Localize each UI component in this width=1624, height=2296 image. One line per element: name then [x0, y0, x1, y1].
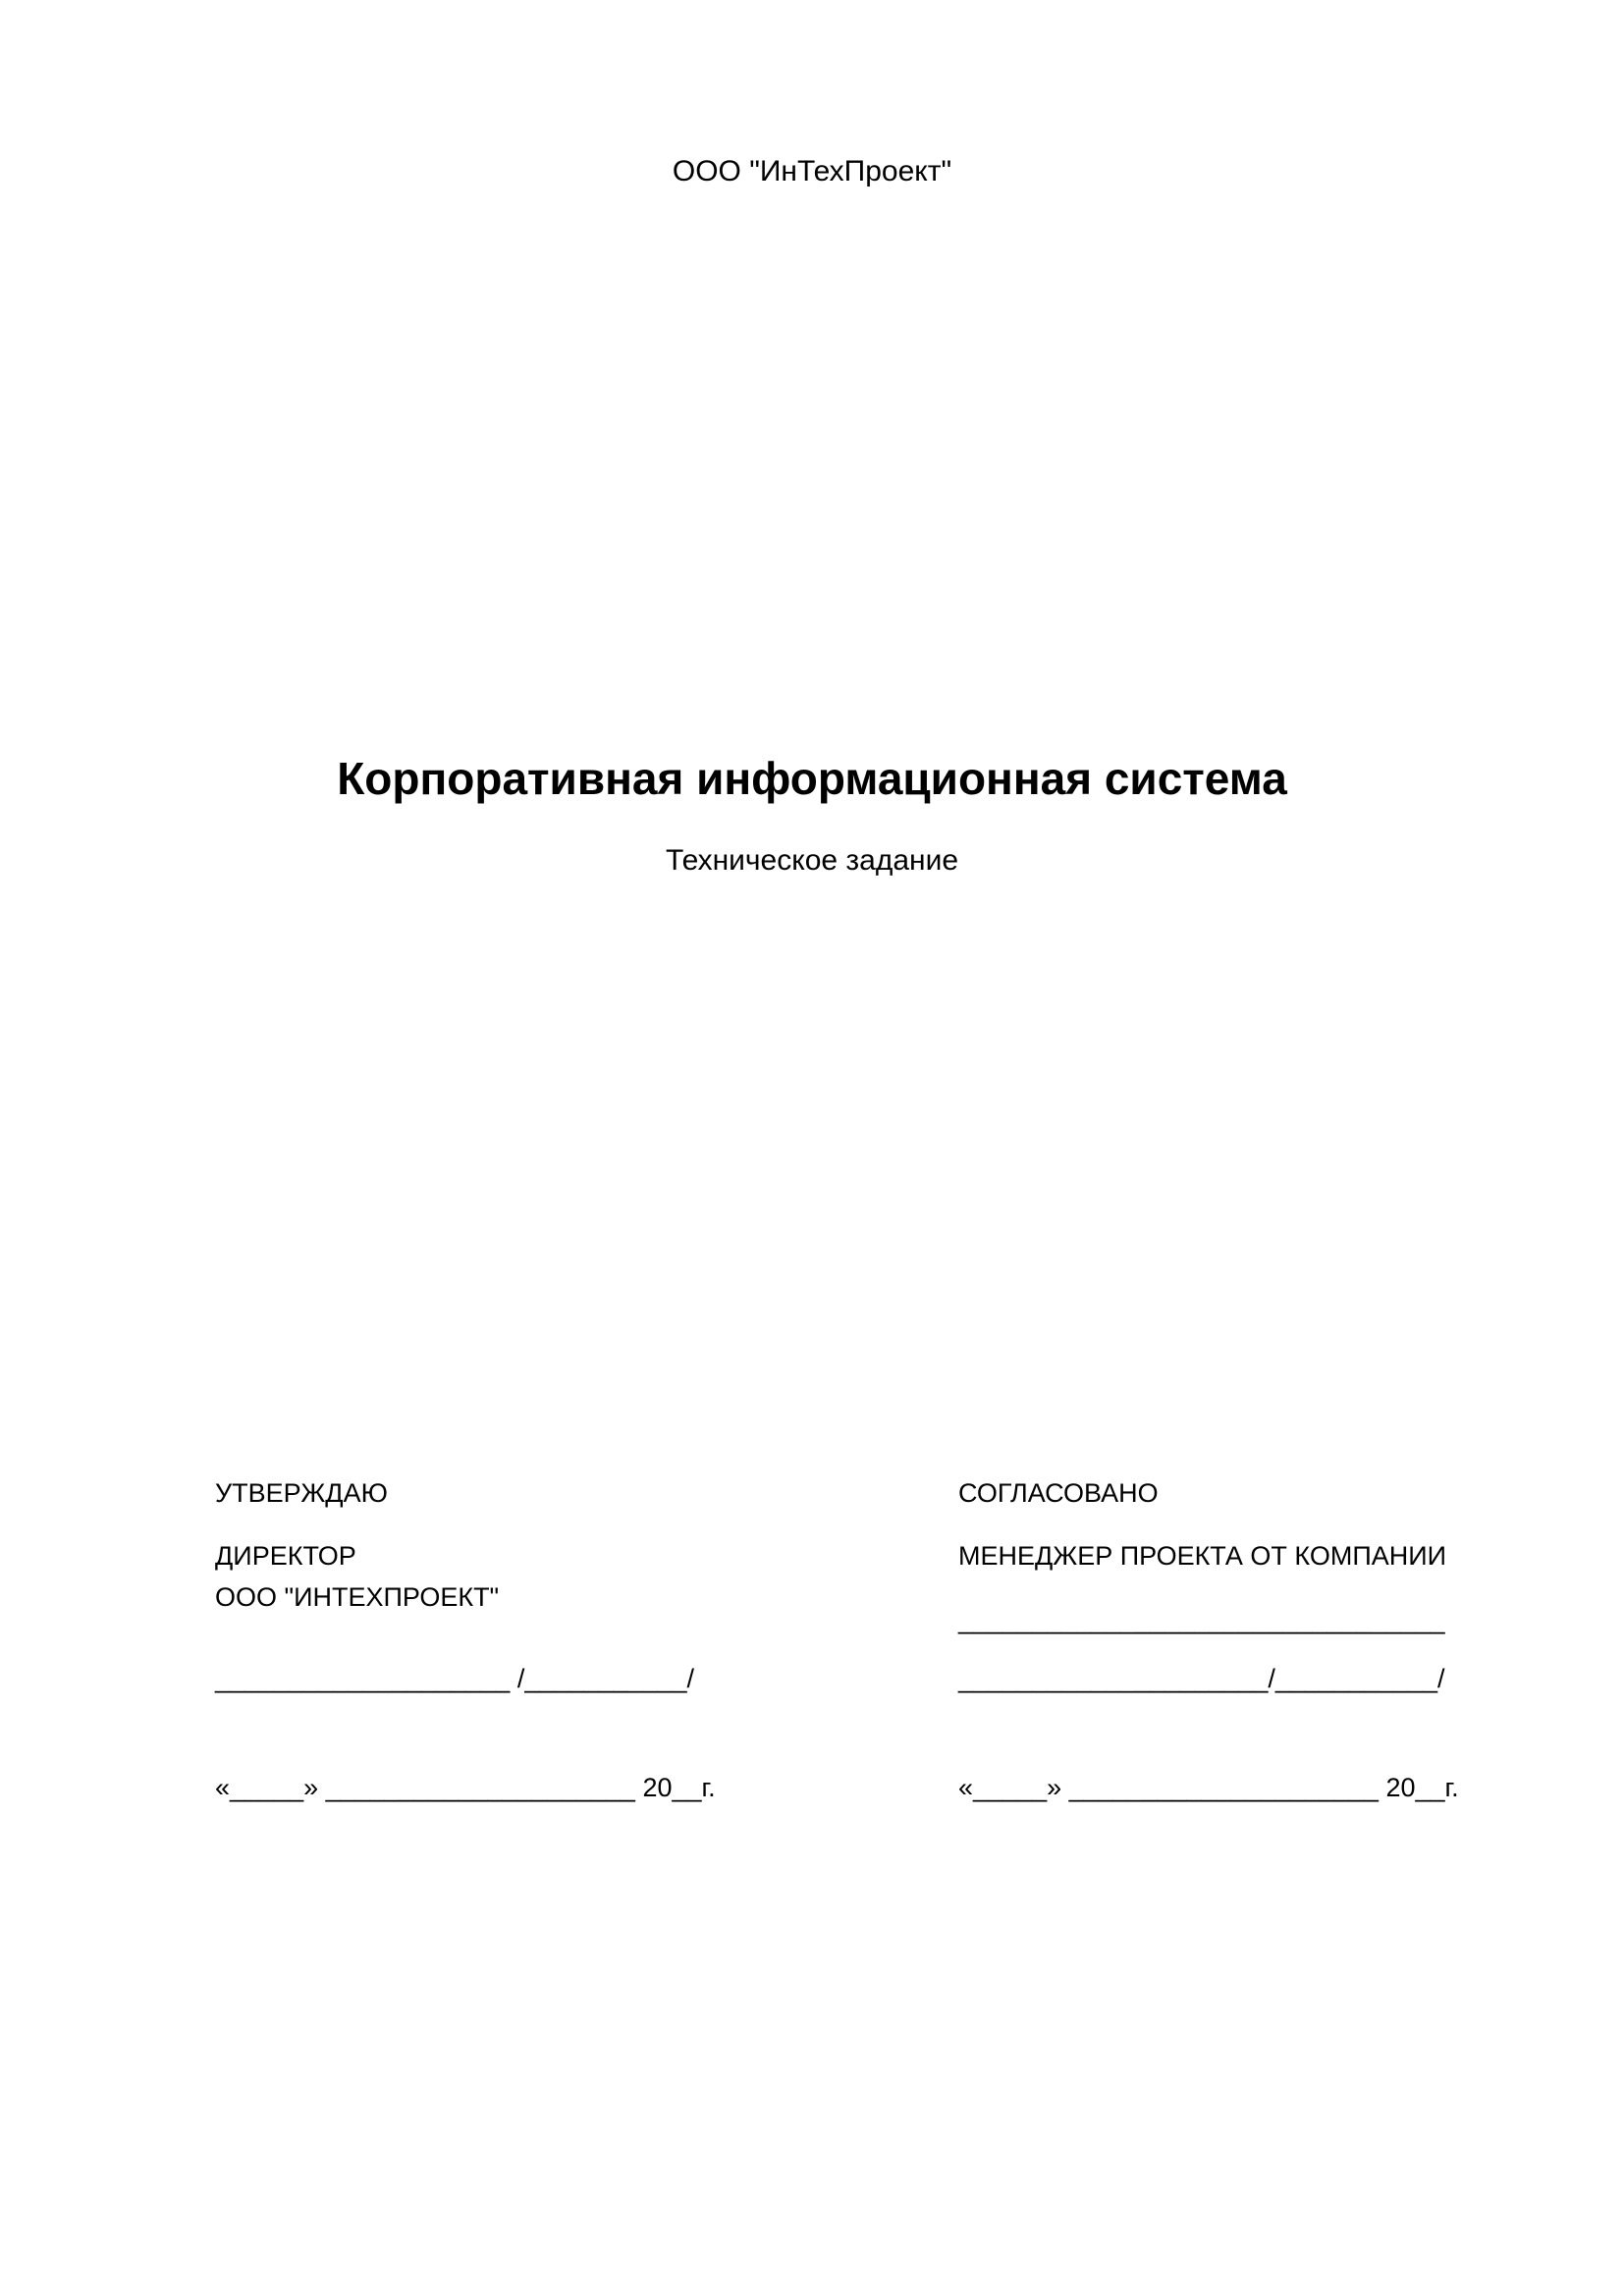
agreed-heading: СОГЛАСОВАНО	[958, 1478, 1159, 1508]
agreer-organization-line: _________________________________	[958, 1605, 1445, 1634]
approver-signature-line: ____________________ /___________/	[215, 1664, 695, 1693]
agreer-position: МЕНЕДЖЕР ПРОЕКТА ОТ КОМПАНИИ	[958, 1541, 1447, 1571]
company-name: ООО "ИнТехПроект"	[672, 155, 952, 187]
agreer-date-line: «_____» _____________________ 20__г.	[958, 1773, 1459, 1802]
approver-organization: ООО "ИНТЕХПРОЕКТ"	[215, 1582, 500, 1612]
approver-position: ДИРЕКТОР	[215, 1541, 356, 1571]
document-subtitle: Техническое задание	[665, 844, 959, 877]
approver-date-line: «_____» _____________________ 20__г.	[215, 1773, 716, 1802]
document-title: Корпоративная информационная система	[337, 753, 1287, 804]
agreer-signature-line: _____________________/___________/	[958, 1664, 1445, 1693]
approve-heading: УТВЕРЖДАЮ	[215, 1478, 388, 1508]
